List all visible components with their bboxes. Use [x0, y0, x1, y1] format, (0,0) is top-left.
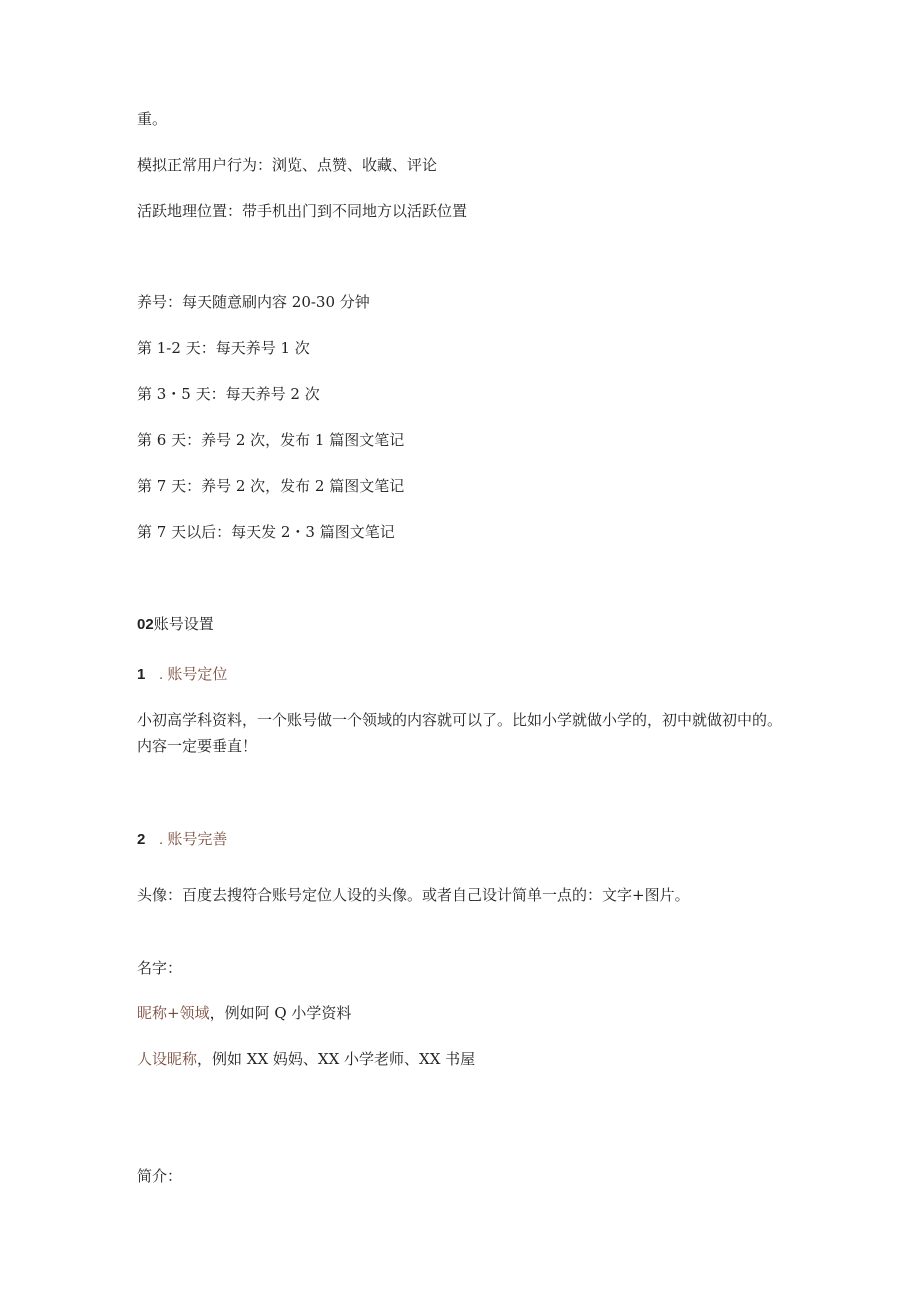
text-line: 重。 [137, 110, 168, 128]
text-line: 名字： [137, 959, 183, 977]
paragraph: 小初高学科资料，一个账号做一个领域的内容就可以了。比如小学就做小学的，初中就做初中的。内容一定要垂直！ [137, 711, 783, 755]
subsection-number: 2 [137, 831, 146, 848]
section-title: 账号设置 [153, 615, 214, 633]
text-line: 第 7 天：养号 2 次，发布 2 篇图文笔记 [137, 477, 405, 495]
subsection-title: . 账号定位 [159, 666, 228, 683]
name-option-text: ，例如 XX 妈妈、XX 小学老师、XX 书屋 [197, 1050, 476, 1068]
highlight-text: 昵称+领域 [137, 1004, 210, 1022]
text-line: 头像：百度去搜符合账号定位人设的头像。或者自己设计简单一点的：文字+图片。 [137, 886, 690, 904]
subsection-heading [137, 664, 227, 686]
text-line: 第 1-2 天：每天养号 1 次 [137, 339, 310, 357]
text-line: 养号：每天随意刷内容 20-30 分钟 [137, 293, 370, 311]
highlight-text: 人设昵称 [137, 1050, 198, 1068]
name-option [137, 1002, 351, 1024]
text-line: 简介： [137, 1167, 183, 1185]
text-line: 第 6 天：养号 2 次，发布 1 篇图文笔记 [137, 431, 405, 449]
section-heading [137, 613, 214, 636]
text-line: 第 7 天以后：每天发 2・3 篇图文笔记 [137, 523, 395, 541]
subsection-heading [137, 829, 227, 851]
subsection-number: 1 [137, 666, 146, 683]
name-option [137, 1048, 475, 1070]
name-option-text: ，例如阿 Q 小学资料 [209, 1004, 352, 1022]
section-number: 02 [137, 616, 154, 633]
text-line: 模拟正常用户行为：浏览、点赞、收藏、评论 [137, 156, 438, 174]
text-line: 活跃地理位置：带手机出门到不同地方以活跃位置 [137, 202, 468, 220]
text-line: 第 3・5 天：每天养号 2 次 [137, 385, 320, 403]
subsection-title: . 账号完善 [159, 831, 228, 848]
